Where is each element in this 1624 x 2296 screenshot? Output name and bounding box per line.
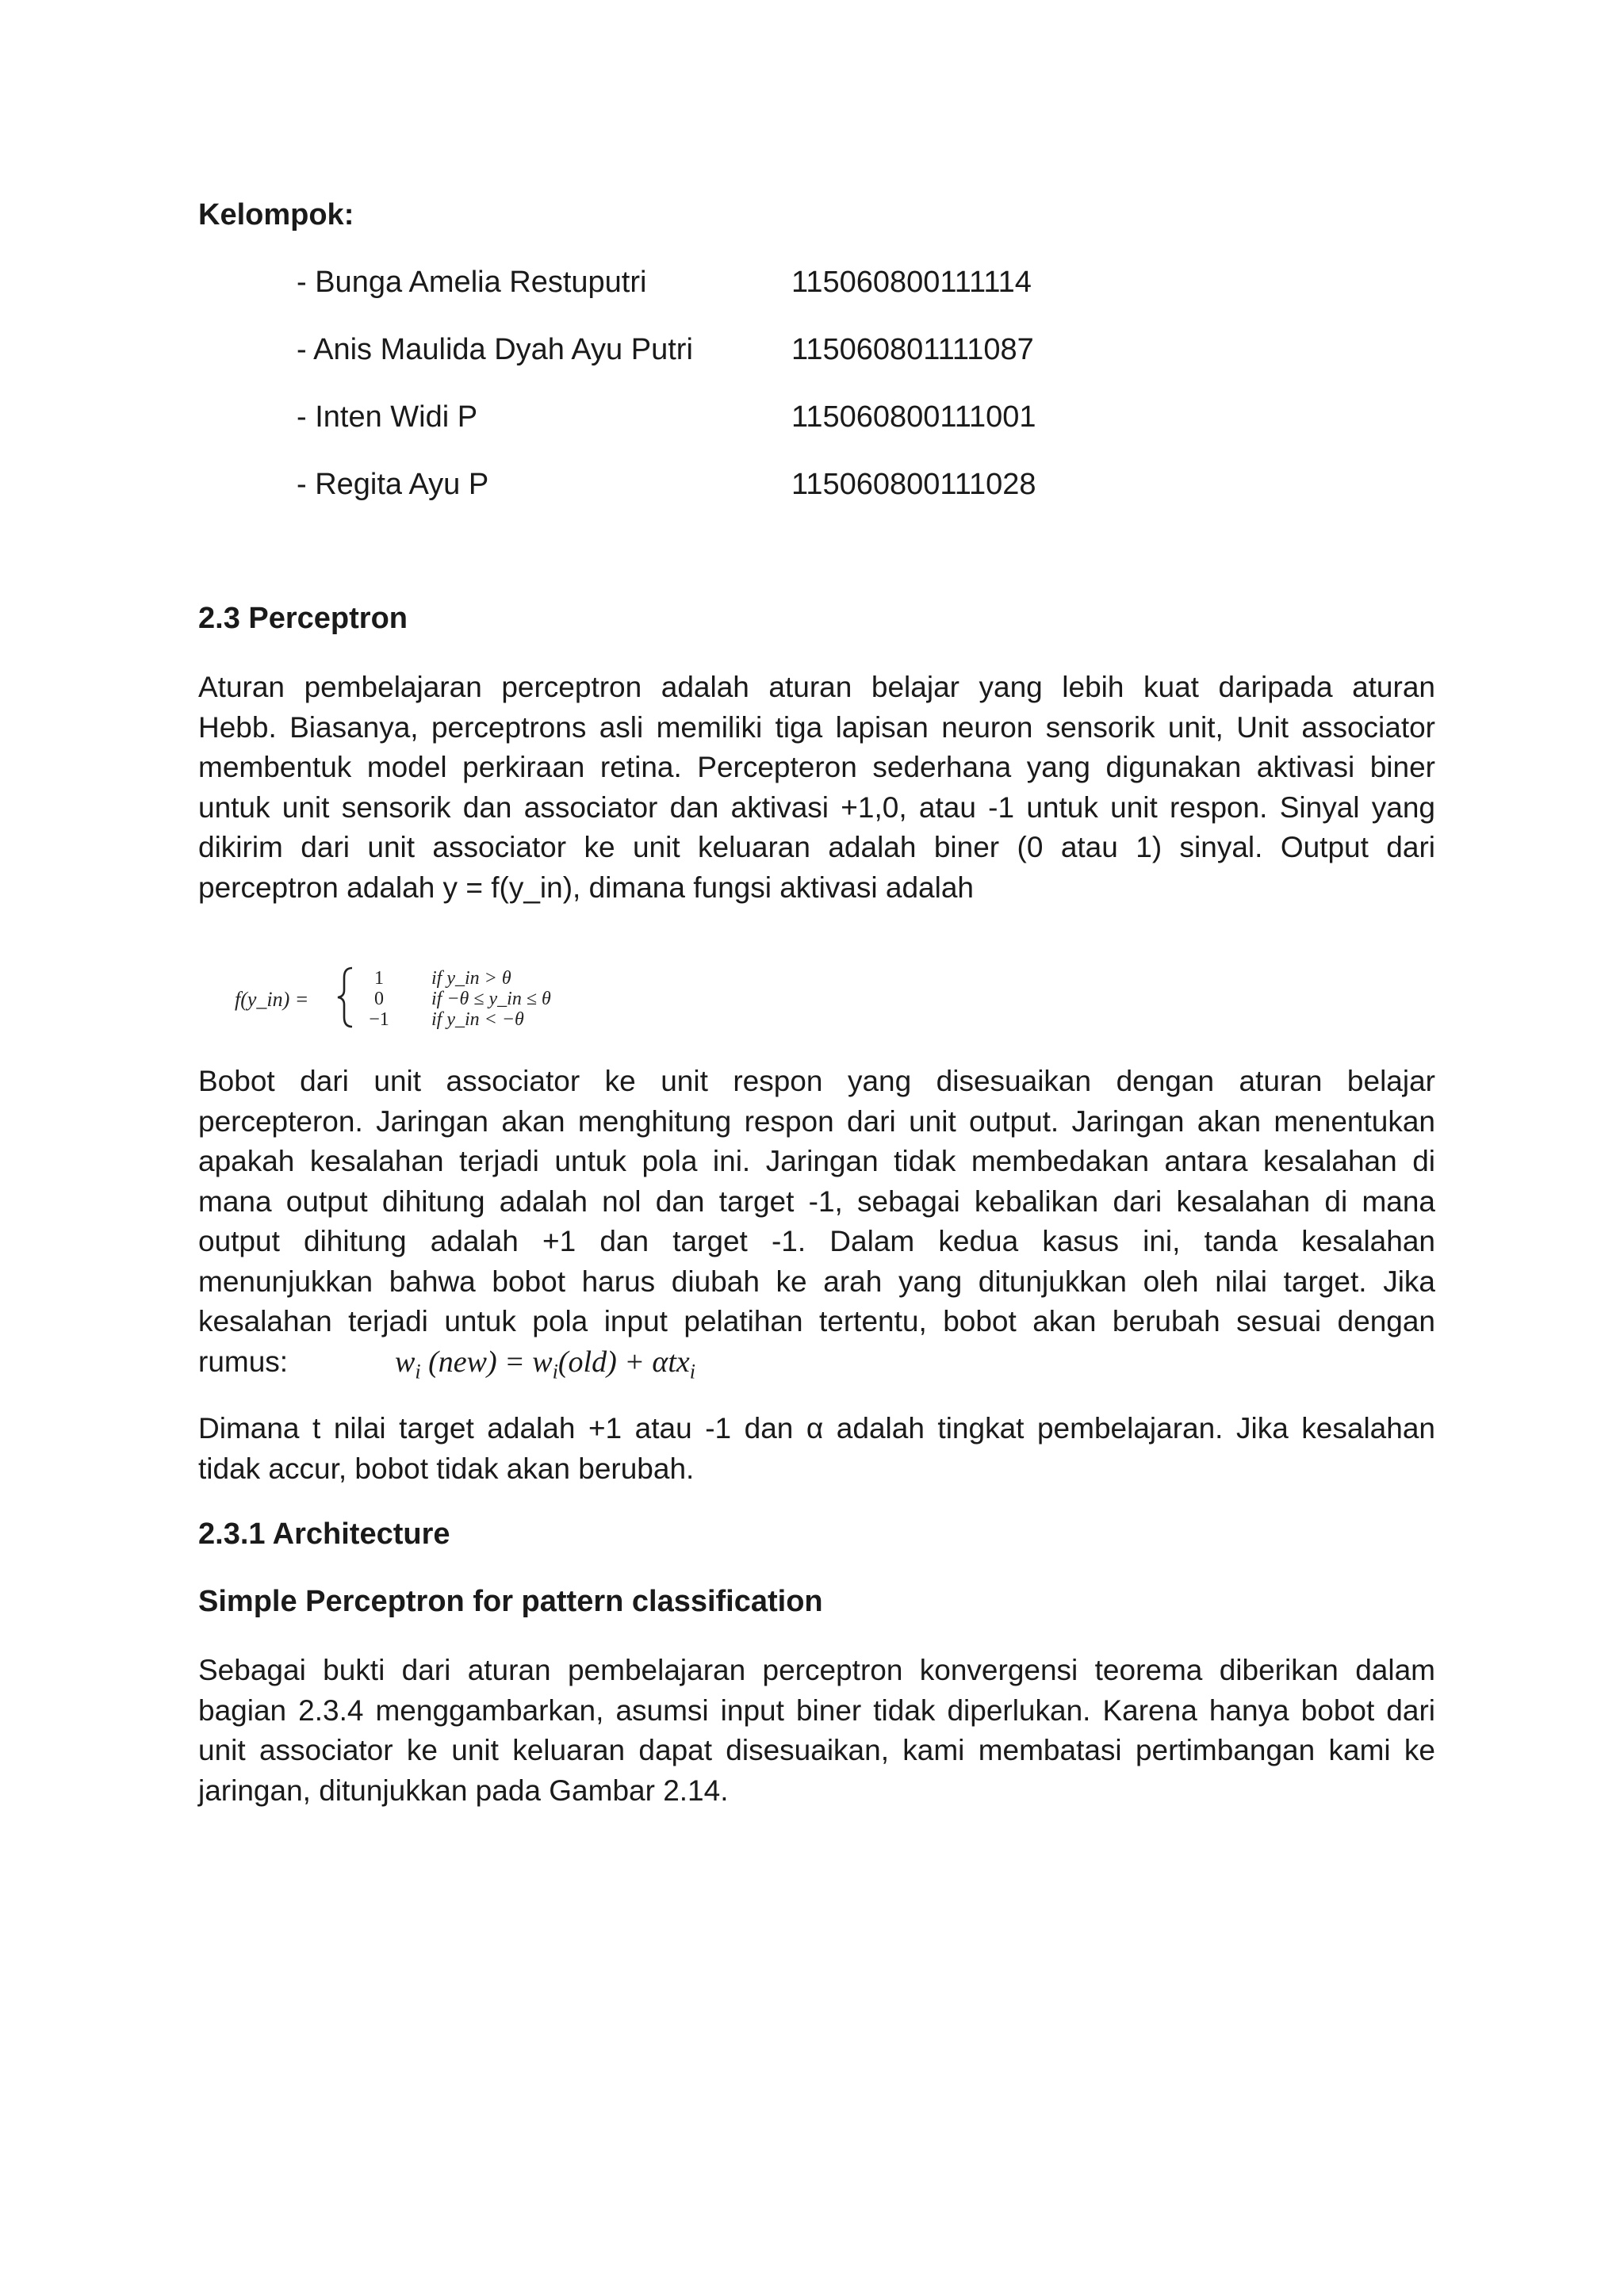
paragraph-architecture bbox=[198, 1651, 1435, 1811]
paragraph-target bbox=[198, 1409, 1435, 1489]
rumus-line bbox=[198, 1342, 695, 1383]
rumus-label: rumus: bbox=[198, 1345, 289, 1378]
text-line: tidak accur, bobot tidak akan berubah. bbox=[198, 1452, 695, 1485]
member-name: - Regita Ayu P bbox=[297, 468, 489, 501]
member-name: - Anis Maulida Dyah Ayu Putri bbox=[297, 333, 693, 366]
paragraph-intro bbox=[198, 668, 1435, 908]
member-nim: 115060800111114 bbox=[791, 266, 1032, 299]
subsection-subheading: Simple Perceptron for pattern classification bbox=[198, 1585, 823, 1618]
subsection-heading: 2.3.1 Architecture bbox=[198, 1517, 450, 1551]
case-value: 1 bbox=[374, 968, 384, 989]
text-line: Bobot dari unit associator ke unit respon yang disesuaikan dengan aturan belajar bbox=[198, 1065, 1435, 1097]
section-heading: 2.3 Perceptron bbox=[198, 602, 408, 635]
text-line: apakah kesalahan terjadi untuk pola ini. Jaringan tidak membedakan antara kesalahan di bbox=[198, 1145, 1435, 1177]
text-line: percepteron. Jaringan akan menghitung respon dari unit output. Jaringan akan menentukan bbox=[198, 1104, 1435, 1138]
member-name: - Bunga Amelia Restuputri bbox=[297, 266, 647, 299]
text-line: Hebb. Biasanya, perceptrons asli memiliki tiga lapisan neuron sensorik unit, Unit associator bbox=[198, 710, 1435, 744]
text-line: unit associator ke unit keluaran dapat disesuaikan, kami membatasi pertimbangan kami ke bbox=[198, 1734, 1435, 1766]
member-nim: 115060801111087 bbox=[791, 333, 1034, 366]
case-value: −1 bbox=[369, 1009, 389, 1030]
text-line: perceptron adalah y = f(y_in), dimana fungsi aktivasi adalah bbox=[198, 871, 974, 904]
member-nim: 115060800111001 bbox=[791, 400, 1036, 434]
text-line: menunjukkan bahwa bobot harus diubah ke arah yang ditunjukkan oleh nilai target. Jika bbox=[198, 1265, 1435, 1298]
text-line: mana output dihitung adalah nol dan target -1, sebagai kebalikan dari kesalahan di mana bbox=[198, 1184, 1435, 1218]
group-heading: Kelompok: bbox=[198, 198, 354, 232]
member-name: - Inten Widi P bbox=[297, 400, 478, 434]
text-line: output dihitung adalah +1 dan target -1. Dalam kedua kasus ini, tanda kesalahan bbox=[198, 1225, 1435, 1257]
text-line: Aturan pembelajaran perceptron adalah aturan belajar yang lebih kuat daripada aturan bbox=[198, 671, 1435, 703]
text-line: dikirim dari unit associator ke unit keluaran adalah biner (0 atau 1) sinyal. Output dari bbox=[198, 831, 1435, 863]
text-line: Sebagai bukti dari aturan pembelajaran perceptron konvergensi teorema diberikan dalam bbox=[198, 1654, 1435, 1686]
text-line: kesalahan terjadi untuk pola input pelatihan tertentu, bobot akan berubah sesuai dengan bbox=[198, 1305, 1435, 1337]
case-condition: if −θ ≤ y_in ≤ θ bbox=[431, 989, 551, 1009]
text-line: Dimana t nilai target adalah +1 atau -1 dan α adalah tingkat pembelajaran. Jika kesalahan bbox=[198, 1412, 1435, 1445]
text-line: membentuk model perkiraan retina. Percepteron sederhana yang digunakan aktivasi biner bbox=[198, 751, 1435, 783]
formula-lhs: f(y_in) = bbox=[235, 988, 309, 1011]
case-condition: if y_in < −θ bbox=[431, 1009, 524, 1030]
activation-function-formula bbox=[235, 957, 615, 1036]
text-line: bagian 2.3.4 menggambarkan, asumsi input biner tidak diperlukan. Karena hanya bobot dari bbox=[198, 1693, 1435, 1727]
member-nim: 115060800111028 bbox=[791, 468, 1036, 501]
case-value: 0 bbox=[374, 989, 384, 1009]
text-line: jaringan, ditunjukkan pada Gambar 2.14. bbox=[198, 1774, 729, 1807]
left-brace-icon bbox=[338, 968, 352, 1027]
text-line: untuk unit sensorik dan associator dan aktivasi +1,0, atau -1 untuk unit respon. Sinyal yang bbox=[198, 790, 1435, 824]
paragraph-weights bbox=[198, 1062, 1435, 1342]
case-condition: if y_in > θ bbox=[431, 968, 511, 989]
weight-update-formula: $w_i$ $(new) = w_i(old) + \alpha tx_i$ bbox=[395, 1345, 695, 1383]
